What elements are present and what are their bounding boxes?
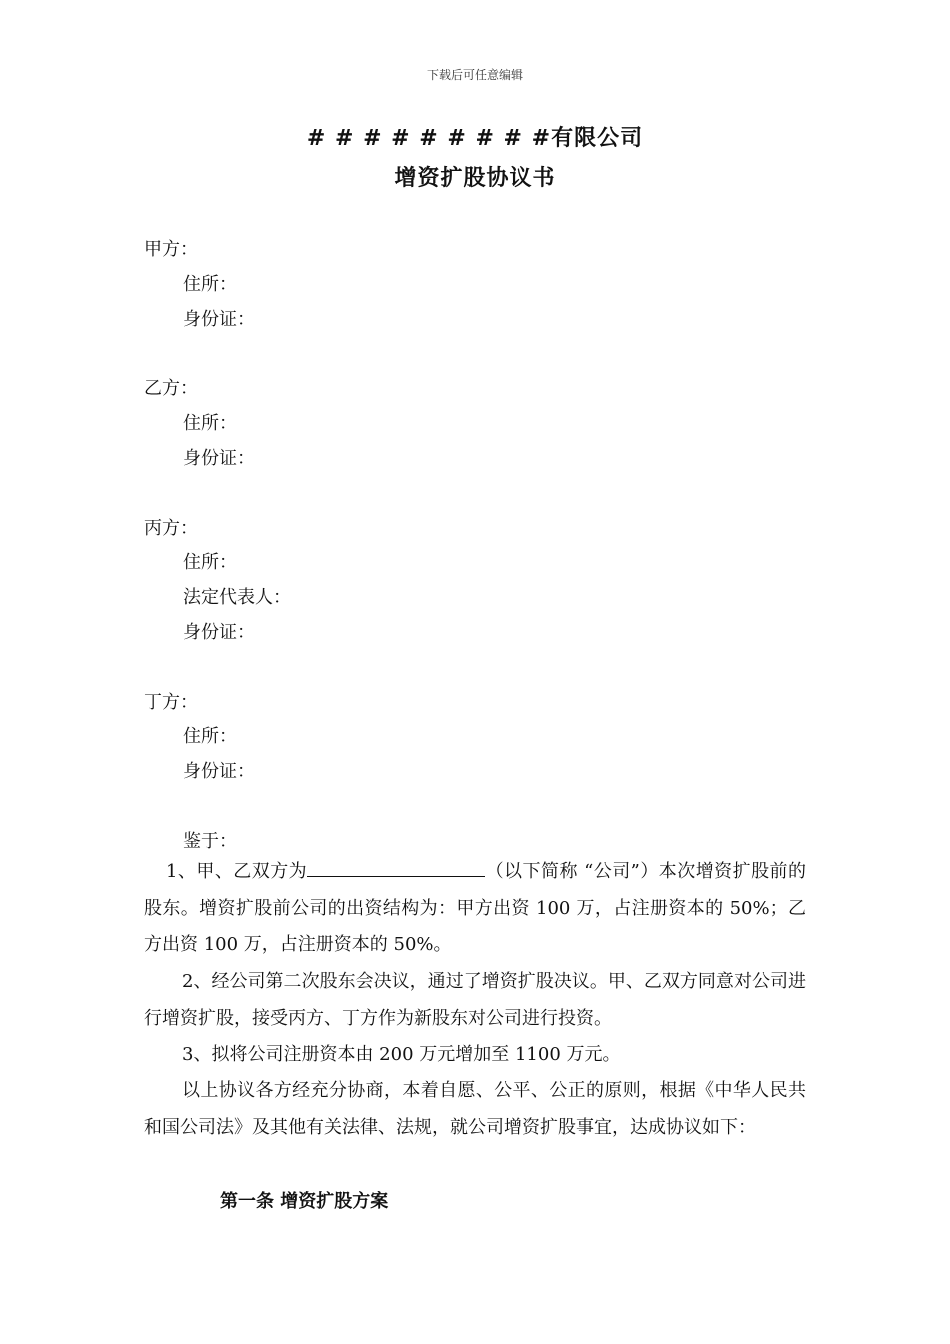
- party-c-legal-rep: 法定代表人：: [183, 587, 291, 608]
- party-b-id: 身份证：: [183, 448, 255, 469]
- clause-3: 3、拟将公司注册资本由 200 万元增加至 1100 万元。: [182, 1044, 621, 1065]
- company-title: # # # # # # # # #有限公司: [306, 126, 644, 151]
- clause-2: 2、经公司第二次股东会决议，通过了增资扩股决议。甲、乙双方同意对公司进行增资扩股，接受丙方、丁方作为新股东对公司进行投资。: [144, 971, 806, 1029]
- section-heading: 第一条 增资扩股方案: [220, 1191, 389, 1212]
- party-a-address: 住所：: [183, 274, 237, 295]
- clause-1-rest: （以下简称 “公司”）本次增资扩股前的股东。增资扩股前公司的出资结构为：甲方出资 100 万，占注册资本的 50%；乙方出资 100 万，占注册资本的 50%。: [144, 861, 807, 955]
- clause-1: [144, 854, 806, 964]
- party-b-address: 住所：: [183, 413, 237, 434]
- party-c-id: 身份证：: [183, 622, 255, 643]
- header-note: 下载后可任意编辑: [426, 68, 523, 82]
- party-a-id: 身份证：: [183, 309, 255, 330]
- party-c-address: 住所：: [183, 552, 237, 573]
- company-name-blank: [307, 858, 485, 877]
- party-d-id: 身份证：: [183, 761, 255, 782]
- party-d-label: 丁方：: [144, 692, 198, 713]
- party-a-label: 甲方：: [144, 239, 198, 260]
- party-c-label: 丙方：: [144, 518, 198, 539]
- clause-4: 以上协议各方经充分协商，本着自愿、公平、公正的原则，根据《中华人民共和国公司法》及其他有关法律、法规，就公司增资扩股事宜，达成协议如下：: [144, 1080, 806, 1138]
- clause-1-start: 1、甲、乙双方为: [166, 861, 308, 882]
- document-title: 增资扩股协议书: [394, 166, 556, 191]
- party-b-label: 乙方：: [144, 378, 198, 399]
- party-d-address: 住所：: [183, 726, 237, 747]
- whereas-label: 鉴于：: [183, 831, 237, 852]
